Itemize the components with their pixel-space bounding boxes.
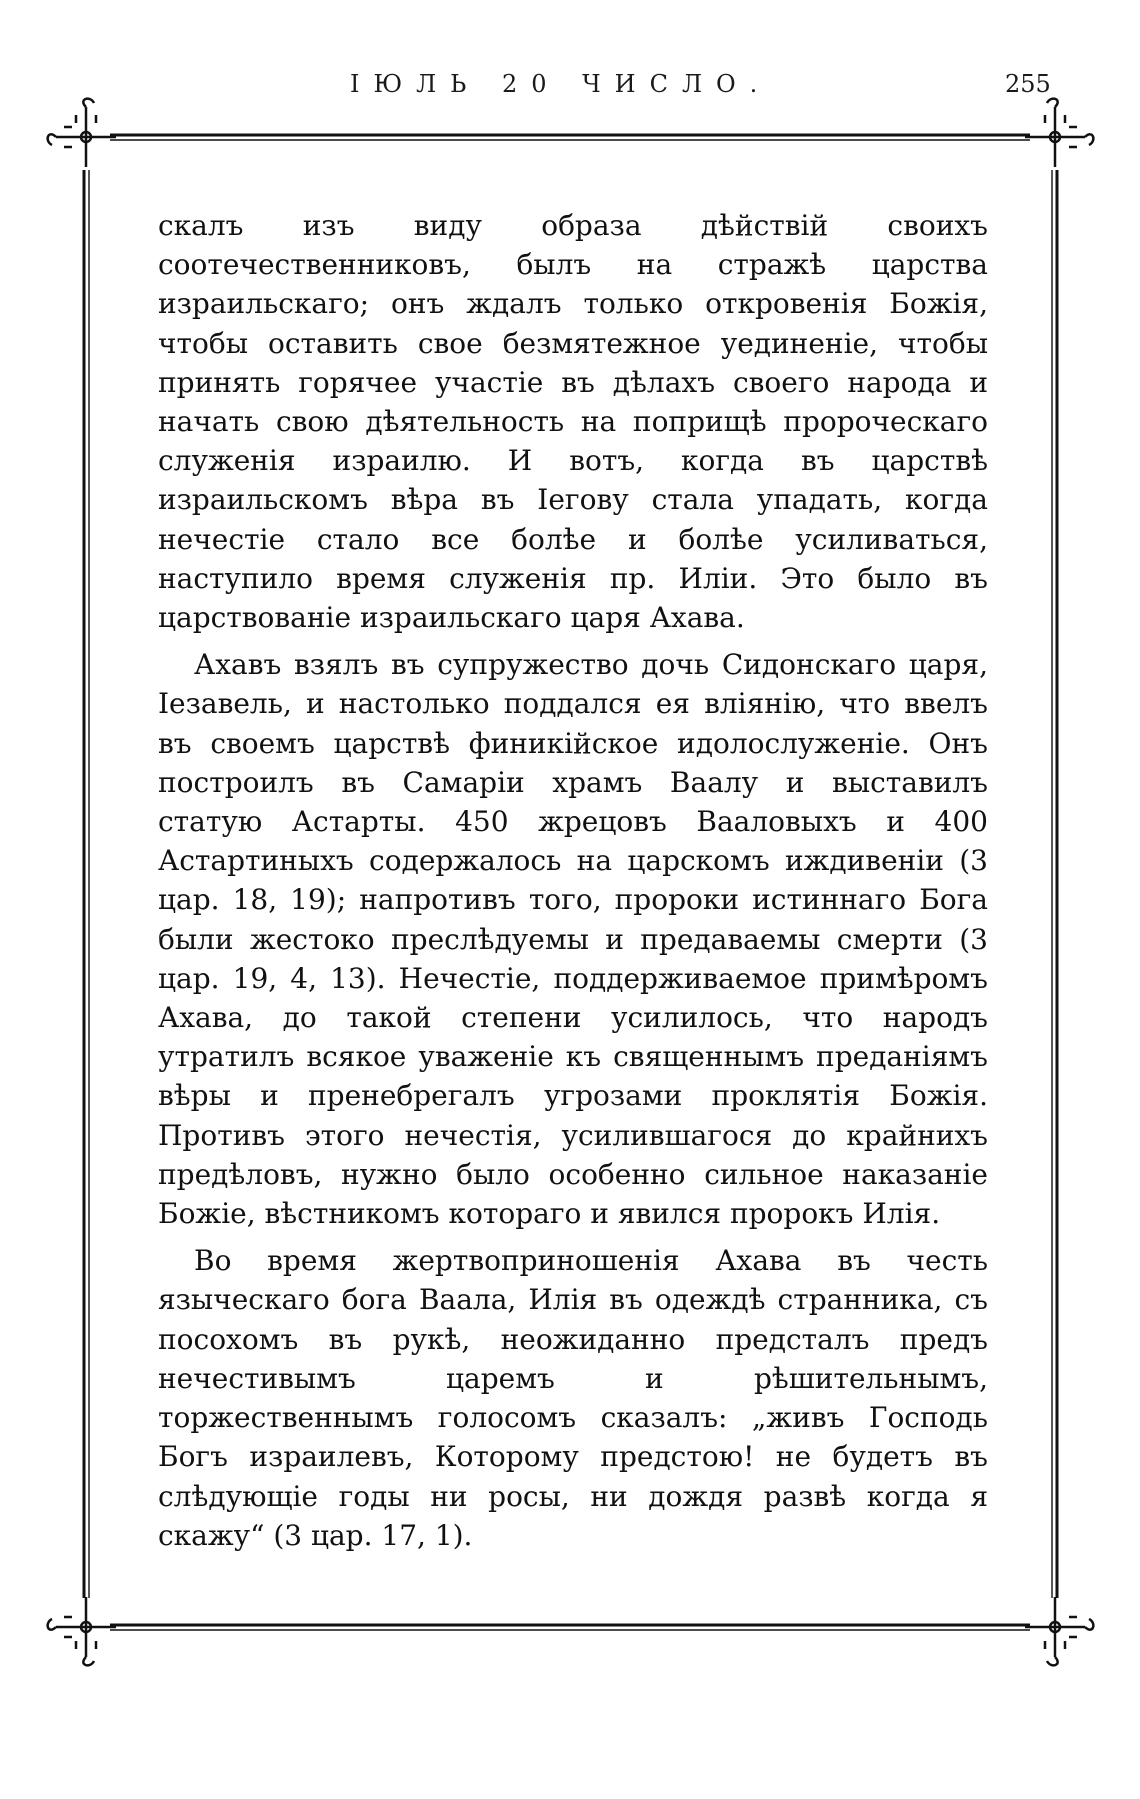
paragraph-ahab: Ахавъ взялъ въ супружество дочь Сидонскаго царя, Іезавель, и настолько поддался ея вліянію, что ввелъ въ своемъ царствѣ финикійское идолослуженіе. Онъ построилъ въ Самаріи храмъ Ваалу и выставилъ статую Астарты. 450 жрецовъ Вааловыхъ и 400 Астартиныхъ содержалось на царскомъ иждивеніи (3 цар. 18, 19); напротивъ того, пророки истиннаго Бога были жестоко преслѣдуемы и предаваемы смерти (3 цар. 19, 4, 13). Нечестіе, поддерживаемое примѣромъ Ахава, до такой степени усилилось, что народъ утратилъ всякое уваженіе къ священнымъ преданіямъ вѣры и пренебрегалъ угрозами проклятія Божія. Противъ этого нечестія, усилившагося до крайнихъ предѣловъ, нужно было особенно сильное наказаніе Божіе, вѣстникомъ котораго и явился пророкъ Илія. (158, 648, 988, 1231)
corner-ornament-top-left-icon (48, 99, 116, 167)
main-text (158, 206, 988, 1555)
running-head: ІЮЛЬ 20 ЧИСЛО. (350, 70, 772, 98)
paragraph-continuation: скалъ изъ виду образа дѣйствій своихъ соотечественниковъ, былъ на стражѣ царства израильскаго; онъ ждалъ только откровенія Божія, чтобы оставить свое безмятежное уединеніе, чтобы принять горячее участіе въ дѣлахъ своего народа и начать свою дѣятельность на поприщѣ пророческаго служенія израилю. И вотъ, когда въ царствѣ израильскомъ вѣра въ Іегову стала упадать, когда нечестіе стало все болѣе и болѣе усиливаться, наступило время служенія пр. Иліи. Это было въ царствованіе израильскаго царя Ахава. (158, 209, 988, 635)
corner-ornament-bottom-right-icon (1025, 1597, 1093, 1665)
paragraph-elijah: Во время жертвоприношенія Ахава въ честь языческаго бога Ваала, Илія въ одеждѣ странника, съ посохомъ въ рукѣ, неожиданно предсталъ предъ нечестивымъ царемъ и рѣшительнымъ, торжественнымъ голосомъ сказалъ: „живъ Господь Богъ израилевъ, Которому предстою! не будетъ въ слѣдующіе годы ни росы, ни дождя развѣ когда я скажу“ (3 цар. 17, 1). (158, 1244, 988, 1552)
corner-ornament-bottom-left-icon (48, 1597, 116, 1665)
corner-ornament-top-right-icon (1025, 99, 1093, 167)
page-number: 255 (1005, 70, 1051, 98)
